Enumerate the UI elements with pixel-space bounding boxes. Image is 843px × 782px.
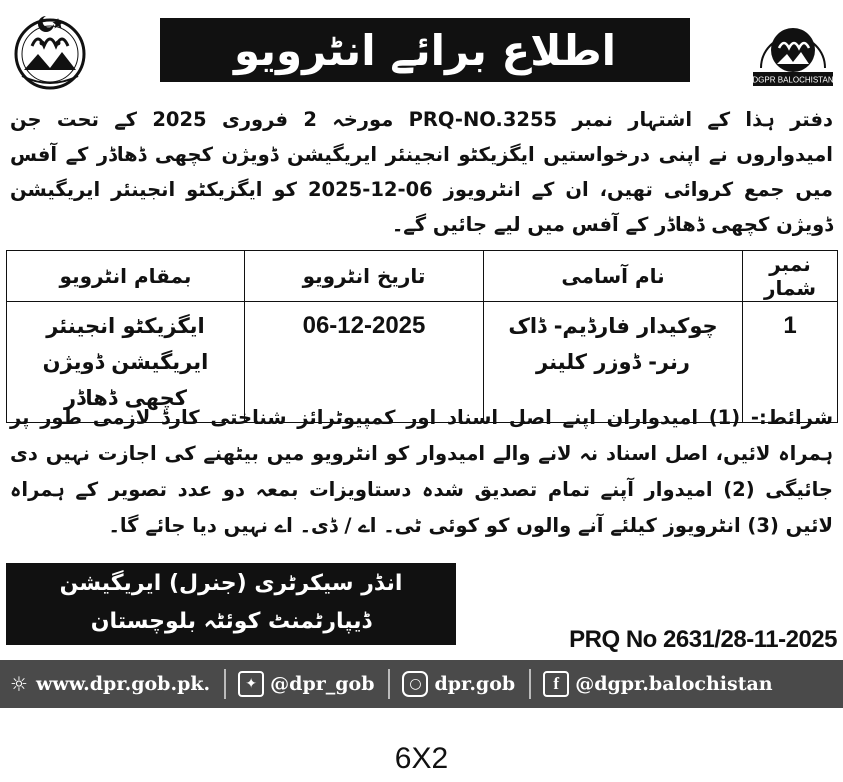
signature-line-1: انڈر سیکرٹری (جنرل) ایریگیشن xyxy=(59,571,403,596)
header-post: نام آسامی xyxy=(484,251,743,302)
table-header-row xyxy=(7,251,838,302)
header-venue: بمقام انٹرویو xyxy=(7,251,245,302)
cell-serial: 1 xyxy=(743,302,838,423)
footer-website[interactable] xyxy=(8,673,210,695)
ad-header xyxy=(0,0,843,100)
footer-twitter-text: @dpr_gob xyxy=(270,673,375,695)
conditions-paragraph xyxy=(10,400,833,544)
cell-post: چوکیدار فارڈیم- ڈاک رنر- ڈوزر کلینر xyxy=(484,302,743,423)
header-serial: نمبر شمار xyxy=(743,251,838,302)
footer-divider xyxy=(529,669,531,699)
signature-box xyxy=(6,563,456,645)
intro-paragraph xyxy=(10,102,833,242)
social-footer xyxy=(0,660,843,708)
facebook-icon: f xyxy=(543,671,569,697)
prq-reference: PRQ No 2631/28-11-2025 xyxy=(569,626,837,653)
cell-venue: ایگزیکٹو انجینئر ایریگیشن ڈویژن کچھی ڈھاڈر xyxy=(7,302,245,423)
signature-line-2: ڈیپارٹمنٹ کوئٹہ بلوچستان xyxy=(90,609,372,634)
notice-title: اطلاع برائے انٹرویو xyxy=(160,18,690,82)
dgpr-logo xyxy=(749,10,837,92)
conditions-text: شرائط:- (1) امیدواران اپنے اصل اسناد اور کمپیوٹرائز شناختی کارڈ لازمی طور پر ہمراہ لائیں، اصل اسناد نہ لانے والے امیدوار کو انٹرویو میں بیٹھنے کی اجازت نہیں دی جائیگی (2) امیدوار آپنے تمام تصدیق شدہ دستاویزات بمعہ دو عدد تصویر کے ہمراہ لائیں (3) انٹرویوز کیلئے آنے والوں کو کوئی ٹی۔ اے / ڈی۔ اے نہیں دیا جائے گا۔ xyxy=(10,406,833,537)
footer-divider xyxy=(224,669,226,699)
footer-facebook[interactable] xyxy=(543,671,772,697)
header-date: تاریخ انٹرویو xyxy=(245,251,484,302)
footer-twitter[interactable] xyxy=(238,671,374,697)
footer-website-text: www.dpr.gob.pk. xyxy=(36,673,211,695)
balochistan-emblem-logo xyxy=(6,10,94,92)
ad-size-code: 6X2 xyxy=(394,742,449,775)
instagram-icon: ○ xyxy=(402,671,428,697)
globe-icon: ☼ xyxy=(10,672,28,696)
interview-schedule-table xyxy=(6,250,838,423)
footer-instagram[interactable] xyxy=(402,671,515,697)
cell-date: 06-12-2025 xyxy=(245,302,484,423)
footer-divider xyxy=(388,669,390,699)
footer-instagram-text: dpr.gob xyxy=(434,673,516,695)
dgpr-logo-text: DGPR BALOCHISTAN xyxy=(752,75,834,85)
intro-text: دفتر ہذا کے اشتہار نمبر PRQ-NO.3255 مورخہ 2 فروری 2025 کے تحت جن امیدواروں نے اپنی درخواستیں ایگزیکٹو انجینئر ایریگیشن ڈویژن کچھی ڈھاڈر کے آفس میں جمع کروائی تھیں، ان کے انٹرویوز 06-12-2025 کو ایگزیکٹو انجینئر ایریگیشن ڈویژن کچھی ڈھاڈر کے آفس میں لیے جائیں گے۔ xyxy=(10,108,834,236)
footer-facebook-text: @dgpr.balochistan xyxy=(575,673,773,695)
twitter-icon: ✦ xyxy=(238,671,264,697)
